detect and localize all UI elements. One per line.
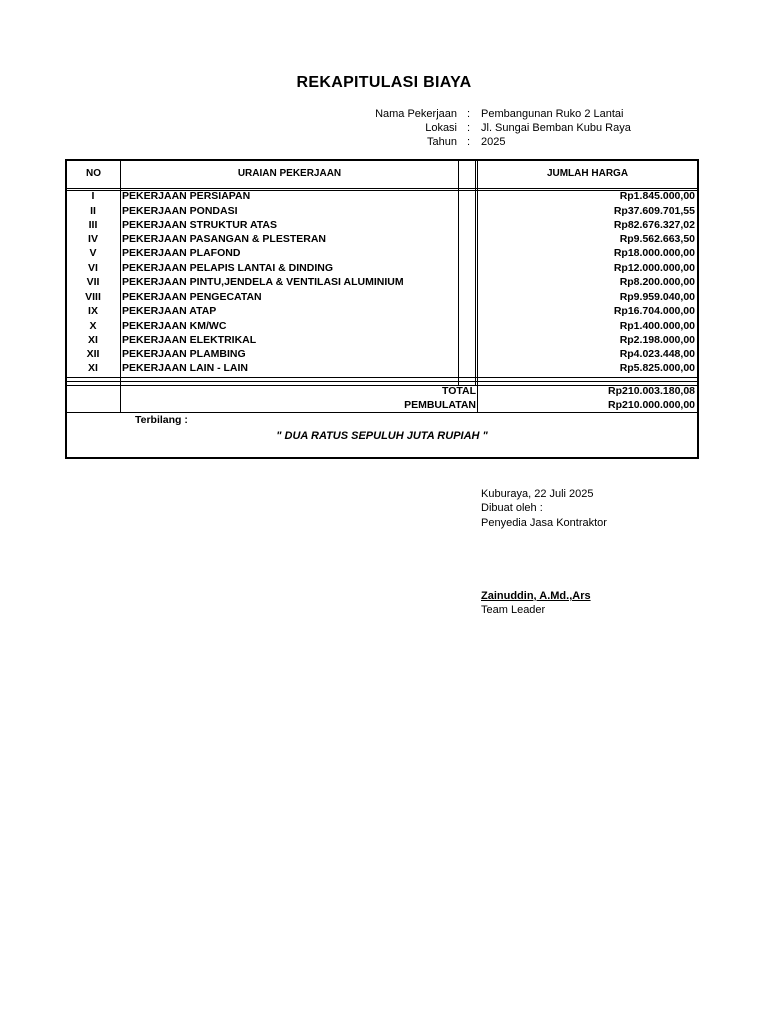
table-row: [65, 246, 699, 260]
row-description: PEKERJAAN PENGECATAN: [122, 291, 262, 303]
table-row: [65, 189, 699, 203]
row-number: XII: [86, 348, 100, 360]
row-amount: Rp9.562.663,50: [619, 233, 695, 245]
row-number: III: [88, 219, 98, 231]
body-divider: [65, 377, 699, 378]
row-description: PEKERJAAN STRUKTUR ATAS: [122, 219, 277, 231]
rounding-label: PEMBULATAN: [404, 399, 476, 411]
row-number: IX: [88, 305, 98, 317]
header-description: URAIAN PEKERJAAN: [237, 168, 342, 179]
total-divider: [65, 385, 699, 386]
terbilang-label: Terbilang :: [135, 414, 188, 426]
row-amount: Rp37.609.701,55: [613, 205, 695, 217]
signature-place-date: Kuburaya, 22 Juli 2025: [481, 488, 594, 500]
table-row: [65, 261, 699, 275]
table-row: [65, 304, 699, 318]
total-label: TOTAL: [441, 385, 476, 397]
table-row: [65, 319, 699, 333]
row-number: VI: [88, 262, 98, 274]
total-divider: [65, 381, 699, 382]
terbilang-divider: [65, 412, 699, 413]
row-description: PEKERJAAN PASANGAN & PLESTERAN: [122, 233, 326, 245]
row-description: PEKERJAAN LAIN - LAIN: [122, 362, 249, 374]
row-number: X: [89, 320, 97, 332]
signature-made-by: Dibuat oleh :: [481, 502, 543, 514]
row-amount: Rp1.845.000,00: [619, 190, 695, 202]
info-colon: :: [467, 122, 471, 134]
table-row: [65, 290, 699, 304]
table-row: [65, 361, 699, 375]
row-amount: Rp9.959.040,00: [619, 291, 695, 303]
row-number: VII: [86, 276, 100, 288]
row-description: PEKERJAAN ELEKTRIKAL: [122, 334, 257, 346]
document-title: REKAPITULASI BIAYA: [296, 74, 472, 91]
table-row: [65, 232, 699, 246]
row-description: PEKERJAAN PELAPIS LANTAI & DINDING: [122, 262, 333, 274]
rounding-amount: Rp210.000.000,00: [608, 399, 695, 411]
table-row: [65, 204, 699, 218]
row-amount: Rp2.198.000,00: [619, 334, 695, 346]
row-number: II: [90, 205, 96, 217]
row-description: PEKERJAAN PERSIAPAN: [122, 190, 251, 202]
info-colon: :: [467, 136, 471, 148]
info-label: Nama Pekerjaan: [375, 108, 457, 120]
signer-name: Zainuddin, A.Md.,Ars: [481, 590, 591, 602]
row-description: PEKERJAAN PLAFOND: [122, 247, 241, 259]
header-amount: JUMLAH HARGA: [546, 168, 629, 179]
info-row-nama-pekerjaan: [0, 107, 768, 121]
row-number: IV: [88, 233, 98, 245]
signer-position: Team Leader: [481, 604, 546, 616]
row-amount: Rp18.000.000,00: [613, 247, 695, 259]
row-amount: Rp82.676.327,02: [613, 219, 695, 231]
info-label: Lokasi: [425, 122, 457, 134]
info-value: 2025: [481, 136, 506, 148]
info-label: Tahun: [427, 136, 457, 148]
row-description: PEKERJAAN PLAMBING: [122, 348, 246, 360]
cost-summary-table: [65, 159, 699, 459]
row-description: PEKERJAAN KM/WC: [122, 320, 227, 332]
info-value: Pembangunan Ruko 2 Lantai: [481, 108, 624, 120]
table-row: [65, 347, 699, 361]
row-number: VIII: [85, 291, 101, 303]
row-number: XI: [88, 334, 98, 346]
row-amount: Rp16.704.000,00: [613, 305, 695, 317]
row-description: PEKERJAAN ATAP: [122, 305, 217, 317]
table-row: [65, 333, 699, 347]
table-row: [65, 218, 699, 232]
row-number: I: [91, 190, 95, 202]
total-amount: Rp210.003.180,08: [608, 385, 695, 397]
row-amount: Rp5.825.000,00: [619, 362, 695, 374]
row-description: PEKERJAAN PINTU,JENDELA & VENTILASI ALUMINIUM: [122, 276, 404, 288]
row-amount: Rp8.200.000,00: [619, 276, 695, 288]
info-colon: :: [467, 108, 471, 120]
info-row-lokasi: [0, 121, 768, 135]
row-amount: Rp1.400.000,00: [619, 320, 695, 332]
info-row-tahun: [0, 135, 768, 149]
terbilang-text: " DUA RATUS SEPULUH JUTA RUPIAH ": [276, 430, 488, 442]
row-amount: Rp4.023.448,00: [619, 348, 695, 360]
table-row: [65, 275, 699, 289]
header-no: NO: [86, 168, 101, 179]
row-description: PEKERJAAN PONDASI: [122, 205, 238, 217]
signature-role: Penyedia Jasa Kontraktor: [481, 517, 607, 529]
info-value: Jl. Sungai Bemban Kubu Raya: [481, 122, 631, 134]
row-number: XI: [88, 362, 98, 374]
row-number: V: [89, 247, 97, 259]
row-amount: Rp12.000.000,00: [613, 262, 695, 274]
